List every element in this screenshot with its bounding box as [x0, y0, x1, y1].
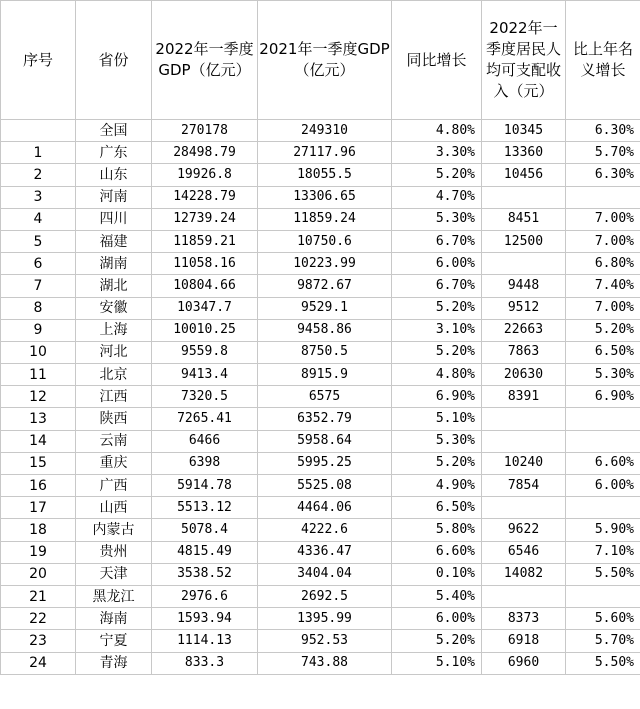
cell-gdp-2022: 1114.13 [152, 630, 258, 652]
cell-index: 22 [1, 608, 76, 630]
cell-gdp-2022: 28498.79 [152, 142, 258, 164]
cell-gdp-2021: 4336.47 [258, 541, 392, 563]
cell-growth: 6.70% [392, 230, 482, 252]
table-row [1, 563, 640, 585]
header-income-growth: 比上年名义增长 [566, 1, 640, 120]
cell-income: 9622 [482, 519, 566, 541]
cell-gdp-2022: 5513.12 [152, 497, 258, 519]
cell-income: 9512 [482, 297, 566, 319]
cell-growth: 5.20% [392, 164, 482, 186]
cell-gdp-2021: 5958.64 [258, 430, 392, 452]
cell-gdp-2021: 10223.99 [258, 253, 392, 275]
cell-income-growth: 5.70% [566, 630, 640, 652]
table-body [1, 120, 640, 675]
cell-growth: 3.10% [392, 319, 482, 341]
cell-income-growth: 6.90% [566, 386, 640, 408]
cell-province: 重庆 [76, 452, 152, 474]
cell-income: 6918 [482, 630, 566, 652]
cell-index: 13 [1, 408, 76, 430]
cell-income-growth: 7.00% [566, 297, 640, 319]
cell-index: 5 [1, 230, 76, 252]
cell-income-growth: 6.00% [566, 475, 640, 497]
table-row [1, 608, 640, 630]
cell-income-growth: 5.50% [566, 563, 640, 585]
cell-gdp-2022: 9413.4 [152, 364, 258, 386]
cell-index: 20 [1, 563, 76, 585]
cell-index: 23 [1, 630, 76, 652]
cell-gdp-2022: 7265.41 [152, 408, 258, 430]
cell-index: 4 [1, 208, 76, 230]
cell-gdp-2021: 6575 [258, 386, 392, 408]
cell-income [482, 430, 566, 452]
cell-province: 江西 [76, 386, 152, 408]
cell-income: 10456 [482, 164, 566, 186]
cell-growth: 5.20% [392, 297, 482, 319]
cell-income: 22663 [482, 319, 566, 341]
cell-province: 宁夏 [76, 630, 152, 652]
cell-income: 6546 [482, 541, 566, 563]
table-row [1, 341, 640, 363]
cell-index: 9 [1, 319, 76, 341]
cell-income-growth [566, 186, 640, 208]
cell-growth: 5.20% [392, 630, 482, 652]
cell-province: 四川 [76, 208, 152, 230]
cell-province: 北京 [76, 364, 152, 386]
cell-province: 全国 [76, 120, 152, 142]
cell-gdp-2022: 5078.4 [152, 519, 258, 541]
cell-province: 安徽 [76, 297, 152, 319]
table-row [1, 230, 640, 252]
table-row [1, 430, 640, 452]
header-income: 2022年一季度居民人均可支配收入（元） [482, 1, 566, 120]
table-row [1, 519, 640, 541]
cell-gdp-2022: 10010.25 [152, 319, 258, 341]
cell-income: 14082 [482, 563, 566, 585]
cell-gdp-2022: 833.3 [152, 652, 258, 674]
cell-gdp-2021: 1395.99 [258, 608, 392, 630]
cell-gdp-2022: 270178 [152, 120, 258, 142]
cell-gdp-2021: 13306.65 [258, 186, 392, 208]
cell-province: 福建 [76, 230, 152, 252]
cell-gdp-2022: 6398 [152, 452, 258, 474]
cell-income-growth: 6.60% [566, 452, 640, 474]
cell-income-growth: 5.30% [566, 364, 640, 386]
cell-income-growth: 7.00% [566, 208, 640, 230]
table-row [1, 652, 640, 674]
table-row [1, 208, 640, 230]
cell-growth: 5.80% [392, 519, 482, 541]
table-row [1, 253, 640, 275]
table-row [1, 164, 640, 186]
cell-income-growth: 5.50% [566, 652, 640, 674]
cell-gdp-2022: 10804.66 [152, 275, 258, 297]
cell-gdp-2021: 3404.04 [258, 563, 392, 585]
cell-gdp-2022: 1593.94 [152, 608, 258, 630]
cell-gdp-2021: 952.53 [258, 630, 392, 652]
cell-gdp-2022: 9559.8 [152, 341, 258, 363]
cell-province: 山西 [76, 497, 152, 519]
cell-province: 河北 [76, 341, 152, 363]
header-gdp-2021: 2021年一季度GDP（亿元） [258, 1, 392, 120]
table-row [1, 452, 640, 474]
cell-province: 上海 [76, 319, 152, 341]
cell-gdp-2021: 6352.79 [258, 408, 392, 430]
cell-index: 15 [1, 452, 76, 474]
cell-gdp-2021: 4464.06 [258, 497, 392, 519]
cell-index: 19 [1, 541, 76, 563]
cell-index: 11 [1, 364, 76, 386]
cell-income: 7854 [482, 475, 566, 497]
cell-gdp-2022: 6466 [152, 430, 258, 452]
cell-index [1, 120, 76, 142]
cell-province: 云南 [76, 430, 152, 452]
cell-income-growth: 6.50% [566, 341, 640, 363]
cell-gdp-2021: 5995.25 [258, 452, 392, 474]
table-row [1, 408, 640, 430]
table-row [1, 364, 640, 386]
cell-index: 8 [1, 297, 76, 319]
cell-gdp-2021: 2692.5 [258, 585, 392, 607]
cell-gdp-2022: 4815.49 [152, 541, 258, 563]
cell-gdp-2022: 19926.8 [152, 164, 258, 186]
cell-province: 河南 [76, 186, 152, 208]
table-row [1, 275, 640, 297]
table-row [1, 630, 640, 652]
cell-growth: 4.90% [392, 475, 482, 497]
cell-gdp-2022: 3538.52 [152, 563, 258, 585]
cell-gdp-2021: 10750.6 [258, 230, 392, 252]
cell-gdp-2021: 11859.24 [258, 208, 392, 230]
cell-income-growth [566, 585, 640, 607]
cell-income: 8451 [482, 208, 566, 230]
cell-gdp-2022: 2976.6 [152, 585, 258, 607]
cell-income [482, 408, 566, 430]
cell-income-growth [566, 497, 640, 519]
cell-growth: 5.10% [392, 408, 482, 430]
cell-gdp-2022: 11859.21 [152, 230, 258, 252]
table-row [1, 475, 640, 497]
cell-gdp-2021: 9529.1 [258, 297, 392, 319]
cell-province: 湖南 [76, 253, 152, 275]
table-row [1, 186, 640, 208]
cell-growth: 5.30% [392, 430, 482, 452]
cell-province: 山东 [76, 164, 152, 186]
cell-province: 湖北 [76, 275, 152, 297]
table-row [1, 297, 640, 319]
cell-income: 20630 [482, 364, 566, 386]
cell-index: 3 [1, 186, 76, 208]
cell-growth: 6.60% [392, 541, 482, 563]
cell-growth: 6.70% [392, 275, 482, 297]
cell-growth: 6.90% [392, 386, 482, 408]
cell-income: 6960 [482, 652, 566, 674]
cell-growth: 5.20% [392, 452, 482, 474]
cell-income-growth: 5.70% [566, 142, 640, 164]
cell-growth: 6.00% [392, 608, 482, 630]
cell-index: 21 [1, 585, 76, 607]
table-row [1, 319, 640, 341]
cell-gdp-2022: 12739.24 [152, 208, 258, 230]
cell-income-growth: 5.60% [566, 608, 640, 630]
cell-index: 16 [1, 475, 76, 497]
cell-gdp-2021: 5525.08 [258, 475, 392, 497]
cell-index: 12 [1, 386, 76, 408]
cell-income-growth: 6.30% [566, 120, 640, 142]
cell-income: 13360 [482, 142, 566, 164]
cell-income [482, 585, 566, 607]
cell-gdp-2021: 18055.5 [258, 164, 392, 186]
cell-income-growth: 7.10% [566, 541, 640, 563]
cell-gdp-2021: 743.88 [258, 652, 392, 674]
cell-gdp-2021: 27117.96 [258, 142, 392, 164]
cell-province: 贵州 [76, 541, 152, 563]
table-row [1, 585, 640, 607]
cell-gdp-2021: 9458.86 [258, 319, 392, 341]
cell-income: 8391 [482, 386, 566, 408]
cell-growth: 5.30% [392, 208, 482, 230]
cell-income-growth [566, 430, 640, 452]
cell-index: 7 [1, 275, 76, 297]
cell-gdp-2022: 7320.5 [152, 386, 258, 408]
cell-province: 天津 [76, 563, 152, 585]
cell-income-growth: 6.80% [566, 253, 640, 275]
cell-index: 18 [1, 519, 76, 541]
cell-income-growth: 7.40% [566, 275, 640, 297]
cell-gdp-2022: 10347.7 [152, 297, 258, 319]
table-row [1, 541, 640, 563]
cell-income-growth: 5.20% [566, 319, 640, 341]
cell-gdp-2022: 14228.79 [152, 186, 258, 208]
table-header-row [1, 1, 640, 120]
header-province: 省份 [76, 1, 152, 120]
header-index: 序号 [1, 1, 76, 120]
cell-income: 10240 [482, 452, 566, 474]
cell-gdp-2022: 5914.78 [152, 475, 258, 497]
cell-growth: 4.80% [392, 364, 482, 386]
cell-index: 6 [1, 253, 76, 275]
cell-index: 2 [1, 164, 76, 186]
cell-index: 17 [1, 497, 76, 519]
cell-province: 广东 [76, 142, 152, 164]
table-row [1, 497, 640, 519]
cell-growth: 5.10% [392, 652, 482, 674]
cell-index: 14 [1, 430, 76, 452]
cell-index: 1 [1, 142, 76, 164]
cell-income: 10345 [482, 120, 566, 142]
cell-income-growth: 7.00% [566, 230, 640, 252]
cell-income [482, 253, 566, 275]
cell-income: 9448 [482, 275, 566, 297]
cell-gdp-2021: 8915.9 [258, 364, 392, 386]
table-row [1, 120, 640, 142]
cell-income: 7863 [482, 341, 566, 363]
cell-growth: 6.50% [392, 497, 482, 519]
cell-income-growth: 6.30% [566, 164, 640, 186]
cell-income [482, 186, 566, 208]
cell-growth: 5.40% [392, 585, 482, 607]
cell-province: 黑龙江 [76, 585, 152, 607]
cell-income: 8373 [482, 608, 566, 630]
cell-growth: 3.30% [392, 142, 482, 164]
cell-gdp-2022: 11058.16 [152, 253, 258, 275]
cell-income: 12500 [482, 230, 566, 252]
header-growth: 同比增长 [392, 1, 482, 120]
cell-gdp-2021: 9872.67 [258, 275, 392, 297]
table-row [1, 142, 640, 164]
cell-income [482, 497, 566, 519]
cell-index: 24 [1, 652, 76, 674]
table-row [1, 386, 640, 408]
cell-province: 海南 [76, 608, 152, 630]
cell-income-growth: 5.90% [566, 519, 640, 541]
cell-province: 青海 [76, 652, 152, 674]
cell-growth: 4.70% [392, 186, 482, 208]
cell-province: 内蒙古 [76, 519, 152, 541]
cell-gdp-2021: 8750.5 [258, 341, 392, 363]
cell-index: 10 [1, 341, 76, 363]
cell-growth: 0.10% [392, 563, 482, 585]
cell-gdp-2021: 249310 [258, 120, 392, 142]
cell-income-growth [566, 408, 640, 430]
cell-growth: 4.80% [392, 120, 482, 142]
cell-growth: 6.00% [392, 253, 482, 275]
cell-province: 广西 [76, 475, 152, 497]
cell-growth: 5.20% [392, 341, 482, 363]
cell-gdp-2021: 4222.6 [258, 519, 392, 541]
header-gdp-2022: 2022年一季度GDP（亿元） [152, 1, 258, 120]
cell-province: 陕西 [76, 408, 152, 430]
